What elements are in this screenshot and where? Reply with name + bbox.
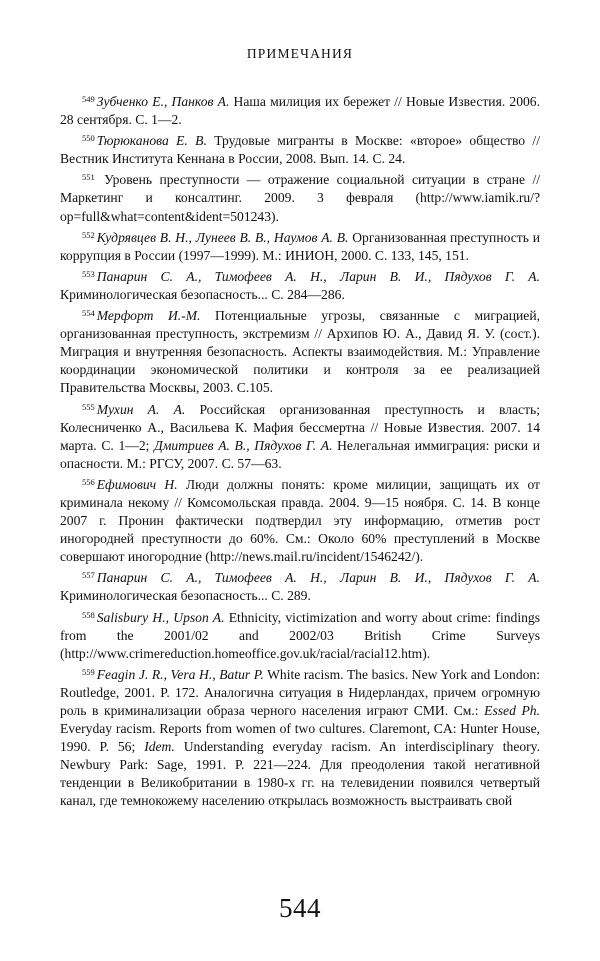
endnote-text: Люди должны понять: кроме милиции, защищать их от криминала некому // Комсомольская правда. 2004. 9—15 ноября. С. 14. В конце 2007 г. Пронин фактически подтвердил эту информацию, отметив рост иногородней преступности до 60%. См.: Около 60% преступлений в Москве совершают иногородние (http://news.mail.ru/incident/1546242/). [60,476,540,565]
running-header: ПРИМЕЧАНИЯ [246,46,354,61]
endnote-author: Панарин С. А., Тимофеев А. Н., Ларин В. И., Пядухов Г. А. [96,268,540,284]
endnote-559 [60,663,540,811]
endnote-text: Криминологическая безопасность... С. 284—286. [60,286,345,302]
endnote-author: Salisbury H., Upson A. [96,609,225,625]
endnote-text: Криминологическая безопасность... С. 289. [60,588,311,604]
endnote-text: Российская организованная преступность и власть; Колесниченко А., Васильева К. Мафия бессмертна // Новые Известия. 2007. 14 марта. С. 1—2; [60,401,541,453]
endnote-text: Организованная преступность и коррупция в России (1997—1999). М.: ИНИОН, 2000. С. 133, 145, 151. [60,229,540,263]
endnote-text: Трудовые мигранты в Москве: «второе» общество // Вестник Института Кеннана в России, 2008. Вып. 14. С. 24. [60,133,540,167]
endnote-555 [60,398,540,473]
endnote-number: 554 [82,308,95,319]
endnotes-list [60,90,540,811]
endnote-author: Зубченко Е., Панков А. [96,94,230,109]
endnote-number: 558 [82,609,95,620]
endnote-author: Панарин С. А., Тимофеев А. Н., Ларин В. И., Пядухов Г. А. [96,570,540,586]
endnote-author: Дмитриев А. В., Пядухов Г. А. [154,437,333,453]
endnote-number: 557 [82,570,95,581]
endnote-text: Наша милиция их бережет // Новые Известия. 2006. 28 сентября. С. 1—2. [60,94,540,128]
endnote-text: Нелегальная иммиграция: риски и опасности. М.: РГСУ, 2007. С. 57—63. [60,437,540,471]
endnote-author: Тюрюканова Е. В. [96,133,207,149]
endnote-author: Feagin J. R., Vera H., Batur P. [96,666,264,682]
endnote-number: 549 [82,94,95,104]
endnote-number: 556 [82,476,95,487]
endnote-author: Мерфорт И.-М. [96,308,201,324]
endnote-text: Потенциальные угрозы, связанные с миграцией, организованная преступность, экстремизм // Архипов Ю. А., Давид Я. У. (сост.). Миграция и внутренняя безопасность. Аспекты взаимодействия. М.: Управление координации экономической политики и контроля за ее реализацией Правительства Москвы, 2003. С.105. [60,308,541,396]
endnote-text: White racism. The basics. New York and London: Routledge, 2001. P. 172. Аналогична ситуация в Нидерландах, причем огромную роль в криминализации образа черного населения играют СМИ. См.: [60,666,541,718]
endnote-text: Ethnicity, victimization and worry about crime: findings from the 2001/02 and 2002/03 British Crime Surveys (http://www.crimereduction.homeoffice.gov.uk/racial/racial12.htm). [60,609,541,661]
endnote-551 [60,168,540,225]
endnote-text: Everyday racism. Reports from women of two cultures. Claremont, CA: Hunter House, 1990. P. 56; [60,721,540,755]
page-number: 544 [279,893,321,923]
endnote-author: Ефимович Н. [96,476,178,492]
endnote-553 [60,265,540,304]
endnote-number: 555 [82,401,95,412]
endnote-author: Idem. [144,739,175,755]
endnote-author: Мухин А. А. [96,401,186,417]
endnote-number: 559 [82,666,95,677]
endnote-558 [60,606,540,663]
endnote-557 [60,566,540,605]
endnote-text: Understanding everyday racism. An interdisciplinary theory. Newbury Park: Sage, 1991. P. 221—224. Для преодоления такой негативной тенденции в Великобритании в 1980-х гг. на телевидении появился четвертый канал, где темнокожему населению открылась возможность выстраивать свой [60,739,540,809]
endnote-number: 551 [82,172,95,183]
endnote-author: Essed Ph. [484,703,540,718]
endnote-556 [60,473,540,566]
endnote-number: 550 [82,133,95,144]
endnote-number: 553 [82,268,95,279]
endnote-text: Уровень преступности — отражение социальной ситуации в стране // Маркетинг и консалтинг. 2009. 3 февраля (http://www.iamik.ru/?op=full&what=content&ident=501243). [60,172,540,224]
endnote-552 [60,226,540,265]
endnote-550 [60,129,540,168]
endnote-number: 552 [82,229,95,240]
endnote-554 [60,304,540,397]
endnote-549 [60,90,540,129]
endnote-author: Кудрявцев В. Н., Лунеев В. В., Наумов А. В. [96,229,349,245]
